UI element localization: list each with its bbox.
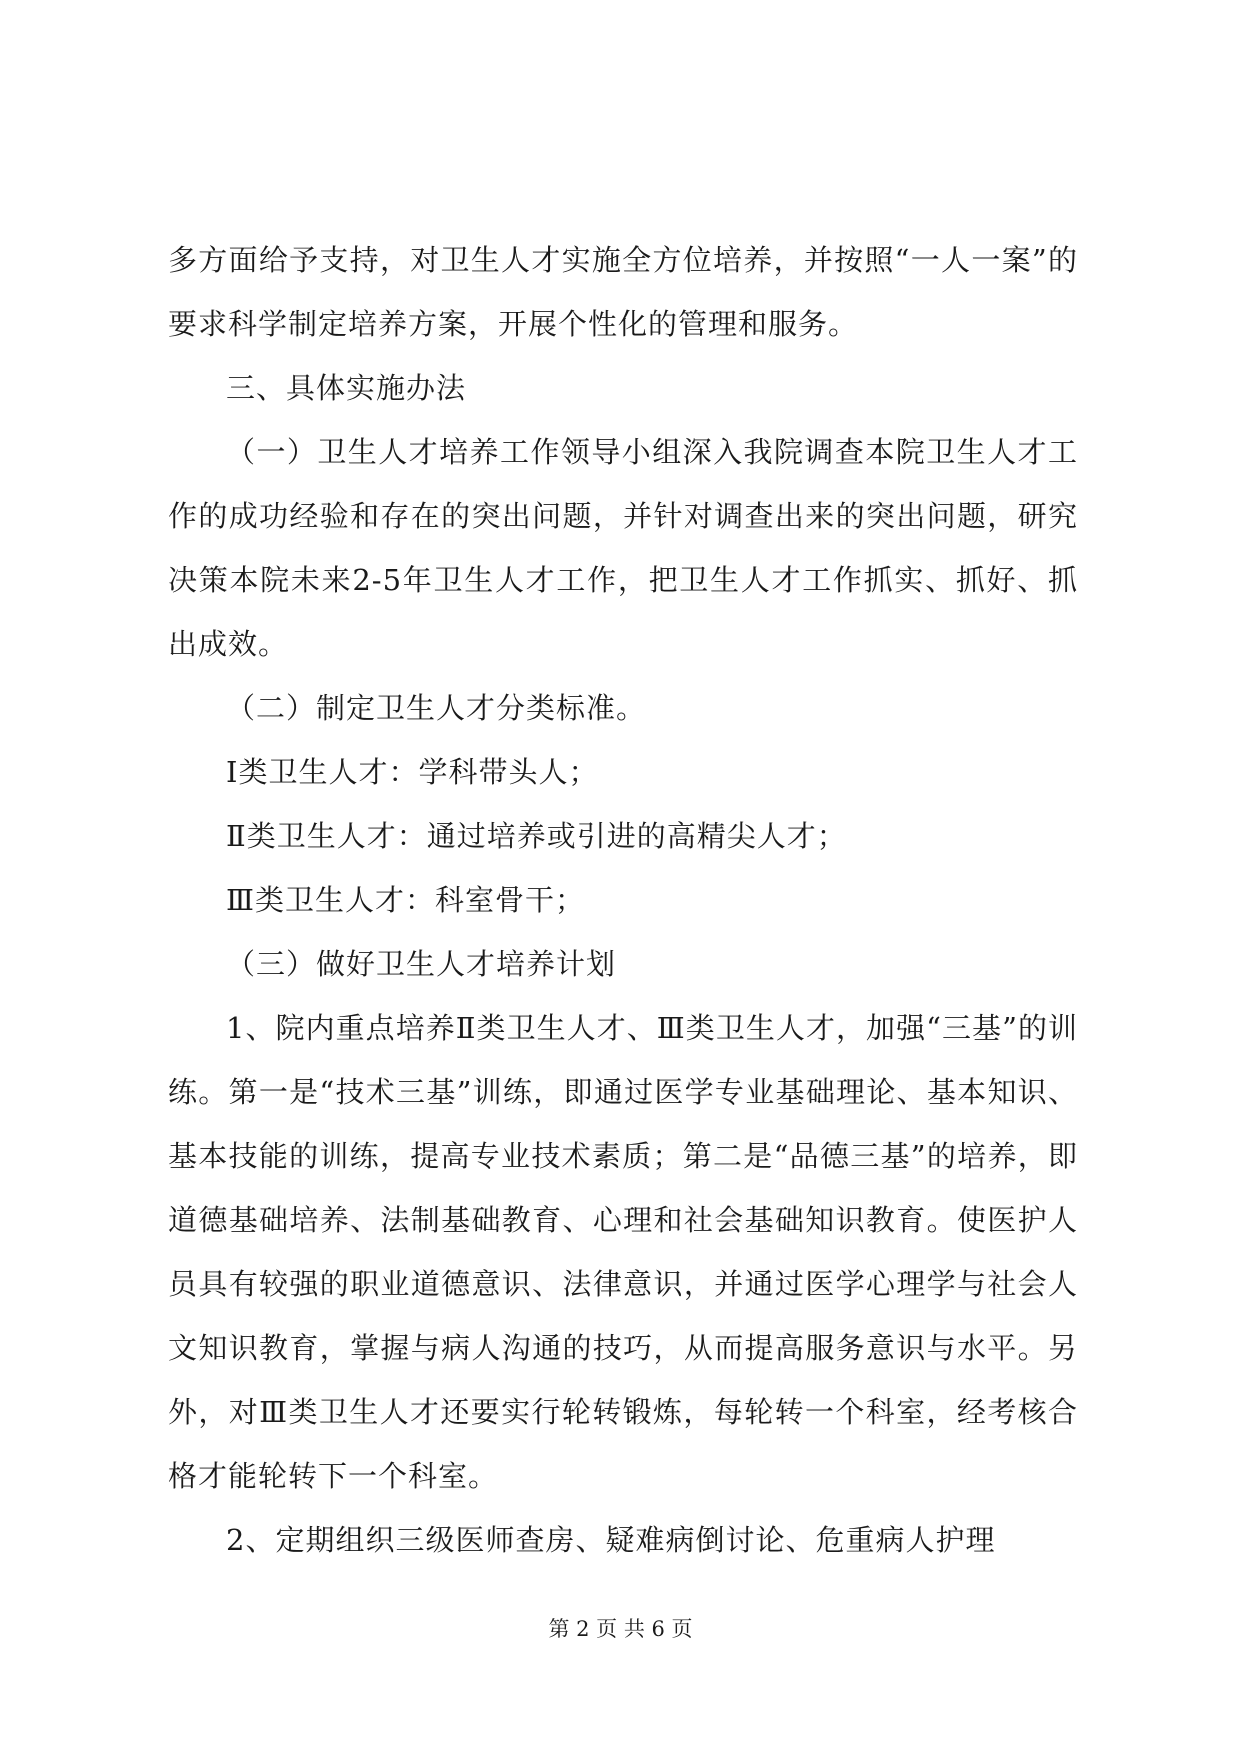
category-2-line: Ⅱ类卫生人才：通过培养或引进的高精尖人才；: [226, 819, 847, 853]
category-1-line: Ⅰ类卫生人才：学科带头人；: [226, 755, 599, 789]
paragraph-subitem-2: 2、定期组织三级医师查房、疑难病倒讨论、危重病人护理: [226, 1523, 996, 1557]
paragraph-item-2: （二）制定卫生人才分类标准。: [226, 691, 647, 725]
document-body: [168, 228, 1078, 1572]
page-number-label: 第 2 页 共 6 页: [548, 1617, 693, 1641]
section-heading-implementation: 三、具体实施办法: [226, 371, 467, 405]
paragraph-continuation: 多方面给予支持，对卫生人才实施全方位培养，并按照“一人一案”的要求科学制定培养方案，开展个性化的管理和服务。: [168, 243, 1078, 341]
category-3-line: Ⅲ类卫生人才：科室骨干；: [226, 883, 585, 917]
paragraph-item-3: （三）做好卫生人才培养计划: [226, 947, 617, 981]
paragraph-subitem-1: 1、院内重点培养Ⅱ类卫生人才、Ⅲ类卫生人才，加强“三基”的训练。第一是“技术三基”训练，即通过医学专业基础理论、基本知识、基本技能的训练，提高专业技术素质；第二是“品德三基”的培养，即道德基础培养、法制基础教育、心理和社会基础知识教育。使医护人员具有较强的职业道德意识、法律意识，并通过医学心理学与社会人文知识教育，掌握与病人沟通的技巧，从而提高服务意识与水平。另外，对Ⅲ类卫生人才还要实行轮转锻炼，每轮转一个科室，经考核合格才能轮转下一个科室。: [168, 1011, 1078, 1493]
paragraph-item-1: （一）卫生人才培养工作领导小组深入我院调查本院卫生人才工作的成功经验和存在的突出问题，并针对调查出来的突出问题，研究决策本院未来2-5年卫生人才工作，把卫生人才工作抓实、抓好、抓出成效。: [168, 435, 1078, 661]
page-footer: [0, 1614, 1241, 1644]
